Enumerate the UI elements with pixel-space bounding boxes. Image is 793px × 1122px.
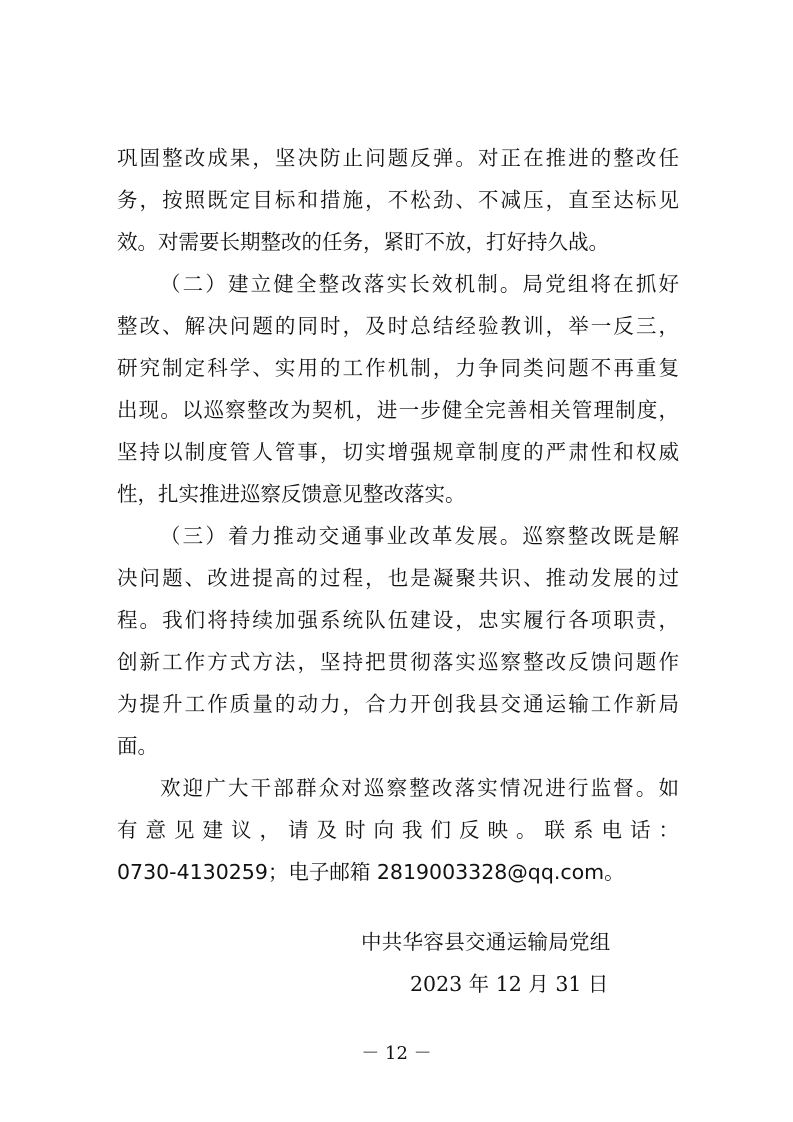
signature-date: 2023 年 12 月 31 日	[410, 972, 609, 996]
body-line-14: 为提升工作质量的动力，合力开创我县交通运输工作新局	[117, 692, 679, 716]
body-line-5: 整改、解决问题的同时，及时总结经验教训，举一反三，	[117, 314, 679, 338]
section-three-heading-line: （三）着力推动交通事业改革发展。巡察整改既是解	[160, 524, 679, 548]
body-line-9: 性，扎实推进巡察反馈意见整改落实。	[117, 482, 466, 506]
contact-line: 0730-4130259；电子邮箱 2819003328@qq.com。	[117, 860, 625, 884]
body-line-13: 创新工作方式方法，坚持把贯彻落实巡察整改反馈问题作	[117, 650, 679, 674]
body-line-1: 巩固整改成果，坚决防止问题反弹。对正在推进的整改任	[117, 146, 679, 170]
signature-organization: 中共华容县交通运输局党组	[361, 930, 611, 954]
page-number: － 12 －	[361, 1043, 432, 1064]
body-line-7: 出现。以巡察整改为契机，进一步健全完善相关管理制度，	[117, 398, 679, 422]
supervision-line-1: 欢迎广大干部群众对巡察整改落实情况进行监督。如	[160, 776, 679, 800]
body-line-6: 研究制定科学、实用的工作机制，力争同类问题不再重复	[117, 356, 679, 380]
body-line-2: 务，按照既定目标和措施，不松劲、不减压，直至达标见	[117, 188, 679, 212]
body-line-8: 坚持以制度管人管事，切实增强规章制度的严肃性和权威	[117, 440, 679, 464]
body-line-3: 效。对需要长期整改的任务，紧盯不放，打好持久战。	[117, 230, 609, 254]
body-line-15: 面。	[117, 734, 158, 758]
body-line-12: 程。我们将持续加强系统队伍建设，忠实履行各项职责，	[117, 608, 679, 632]
body-line-11: 决问题、改进提高的过程，也是凝聚共识、推动发展的过	[117, 566, 679, 590]
section-two-heading-line: （二）建立健全整改落实长效机制。局党组将在抓好	[160, 272, 679, 296]
supervision-line-2: 有意见建议，请及时向我们反映。联系电话：	[117, 818, 679, 842]
